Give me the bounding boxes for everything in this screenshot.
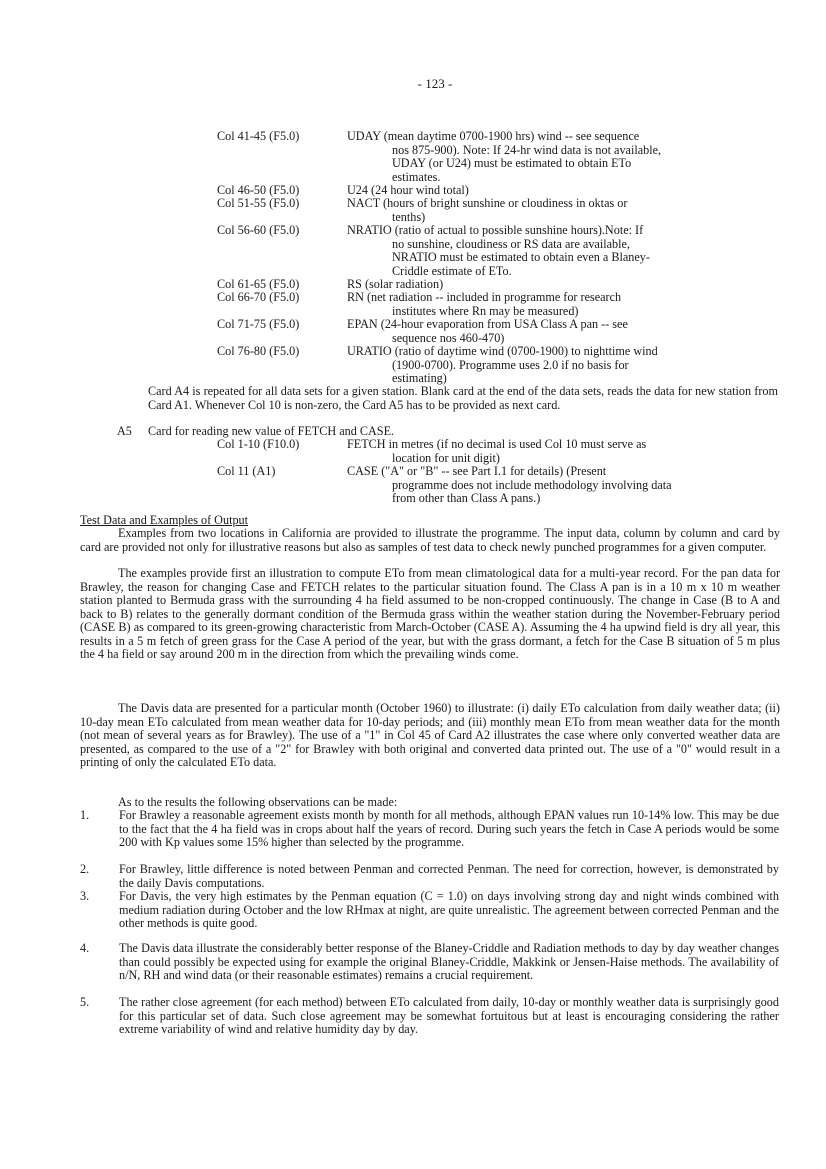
field-cont: tenths) — [392, 209, 426, 224]
field-cont: programme does not include methodology involving data — [392, 477, 672, 492]
a5-label: A5 — [117, 424, 132, 438]
observation-text: For Brawley, little difference is noted between Penman and corrected Penman. The need for correction, however, is demonstrated by the daily Davis computations. — [119, 862, 779, 890]
field-cont: nos 875-900). Note: If 24-hr wind data is not available, — [392, 142, 662, 157]
field-cont: sequence nos 460-470) — [392, 330, 505, 345]
field-name: RN — [347, 290, 364, 304]
field-name: RS — [347, 277, 362, 291]
field-spec: Col 41-45 (F5.0) — [217, 129, 300, 143]
field-name: NRATIO — [347, 223, 392, 237]
section-heading: Test Data and Examples of Output — [80, 513, 249, 527]
field-desc — [347, 465, 782, 506]
field-desc — [347, 438, 782, 465]
observation-number: 5. — [80, 995, 90, 1009]
field-spec: Col 76-80 (F5.0) — [217, 344, 300, 358]
field-name: FETCH — [347, 437, 386, 451]
a5-title: Card for reading new value of FETCH and CASE. — [148, 424, 395, 438]
field-cont: estimates. — [392, 169, 441, 184]
field-spec: Col 11 (A1) — [217, 464, 276, 478]
field-text: (ratio of daytime wind (0700-1900) to nighttime wind — [394, 344, 658, 358]
observation-number: 3. — [80, 889, 90, 903]
field-cont: NRATIO must be estimated to obtain even a Blaney- — [392, 250, 650, 264]
field-spec: Col 56-60 (F5.0) — [217, 223, 300, 237]
field-desc — [347, 224, 782, 278]
field-desc — [347, 318, 782, 345]
field-name: NACT — [347, 196, 380, 210]
field-cont: Criddle estimate of ETo. — [392, 263, 512, 278]
field-cont: location for unit digit) — [392, 450, 500, 465]
observation-number: 4. — [80, 941, 90, 955]
field-cont: UDAY (or U24) must be estimated to obtain ETo — [392, 156, 632, 170]
field-cont: (1900-0700). Programme uses 2.0 if no basis for — [392, 357, 629, 372]
observation-number: 2. — [80, 862, 90, 876]
field-cont: from other than Class A pans.) — [392, 491, 541, 505]
field-name: CASE — [347, 464, 379, 478]
observation-text: For Davis, the very high estimates by the Penman equation (C = 1.0) on days involving strong day and night winds combined with medium radiation during October and the low RHmax at night, are quite unrealistic. The agreement between corrected Penman and the other methods is quite good. — [119, 889, 779, 930]
paragraph: As to the results the following observations can be made: — [118, 795, 398, 809]
field-spec: Col 1-10 (F10.0) — [217, 437, 300, 451]
field-cont: estimating) — [392, 371, 447, 385]
field-spec: Col 46-50 (F5.0) — [217, 183, 300, 197]
field-text: (solar radiation) — [364, 277, 444, 291]
paragraph: The Davis data are presented for a particular month (October 1960) to illustrate: (i) daily ETo calculation from daily weather data; (ii) 10-day mean ETo calculated from mean weather data for 10-day periods; and (iii) monthly mean ETo from mean weather data for the month (not mean of several years as for Brawley). The use of a "1" in Col 45 of Card A2 illustrates the case where only converted weather data are presented, as compared to the use of a "2" for Brawley with both original and converted data printed out. The use of a "0" would result in a printing of only the calculated ETo data. — [80, 701, 780, 769]
field-text: (ratio of actual to possible sunshine hours).Note: If — [394, 223, 644, 237]
field-text: (24-hour evaporation from USA Class A pan -- see — [380, 317, 628, 331]
observation-number: 1. — [80, 808, 90, 822]
field-desc — [347, 291, 782, 318]
field-spec: Col 61-65 (F5.0) — [217, 277, 300, 291]
field-desc — [347, 345, 782, 386]
field-spec: Col 51-55 (F5.0) — [217, 196, 300, 210]
observation-text: The Davis data illustrate the considerably better response of the Blaney-Criddle and Radiation methods to day by day weather changes than could possibly be expected using for example the original Blaney-Criddle, Makkink or Jensen-Haise methods. The availability of n/N, RH and wind data (or their reasonable estimates) remains a crucial requirement. — [119, 941, 779, 982]
paragraph: Examples from two locations in California are provided to illustrate the programme. The input data, column by column and card by card are provided not only for illustrative reasons but also as samples of test data to check newly punched programmes for a given computer. — [80, 526, 780, 554]
field-name: URATIO — [347, 344, 392, 358]
field-spec: Col 66-70 (F5.0) — [217, 290, 300, 304]
field-name: UDAY — [347, 129, 381, 143]
field-name: EPAN — [347, 317, 378, 331]
field-text: (mean daytime 0700-1900 hrs) wind -- see sequence — [383, 129, 640, 143]
field-desc — [347, 130, 782, 184]
field-text: (24 hour wind total) — [371, 183, 469, 197]
card-a4-note: Card A4 is repeated for all data sets for a given station. Blank card at the end of the data sets, reads the data for new station from Card A1. Whenever Col 10 is non-zero, the Card A5 has to be provided as next card. — [148, 384, 778, 412]
field-spec: Col 71-75 (F5.0) — [217, 317, 300, 331]
observation-text: The rather close agreement (for each method) between ETo calculated from daily, 10-day or monthly weather data is surprisingly good for this particular set of data. Such close agreement may be somewhat fortuitous but at least is encouraging considering the rather extreme variability of wind and relative humidity day by day. — [119, 995, 779, 1036]
field-desc — [347, 197, 782, 224]
field-cont: institutes where Rn may be measured) — [392, 303, 579, 318]
field-text: (hours of bright sunshine or cloudiness in oktas or — [383, 196, 628, 210]
field-text: in metres (if no decimal is used Col 10 must serve as — [388, 437, 647, 451]
field-cont: no sunshine, cloudiness or RS data are available, — [392, 236, 630, 251]
field-name: U24 — [347, 183, 368, 197]
paragraph: The examples provide first an illustration to compute ETo from mean climatological data for a multi-year record. For the pan data for Brawley, the reason for changing Case and FETCH relates to the particular situation found. The Class A pan is in a 10 m x 10 m weather station planted to Bermuda grass with the surrounding 4 ha field assumed to be non-cropped continuously. The change in Case (B to A and back to B) relates to the generally dormant condition of the Bermuda grass within the weather station during the November-February period (CASE B) as compared to its green-growing characteristic from March-October (CASE A). Assuming the 4 ha upwind field is dry all year, this results in a 5 m fetch of green grass for the Case A period of the year, but with the grass dormant, a fetch for the Case B situation of 5 m plus the 4 ha field or say around 200 m in the direction from which the prevailing winds come. — [80, 566, 780, 661]
field-text: ("A" or "B" -- see Part I.1 for details) (Present — [381, 464, 607, 478]
field-text: (net radiation -- included in programme for research — [366, 290, 622, 304]
page-number: - 123 - — [417, 76, 453, 91]
observation-text: For Brawley a reasonable agreement exists month by month for all methods, although EPAN values run 10-14% low. This may be due to the fact that the 4 ha field was in crops about half the years of record. During such years the fetch in Case A periods would be some 200 with Kp values some 15% higher than selected by the programme. — [119, 808, 779, 849]
